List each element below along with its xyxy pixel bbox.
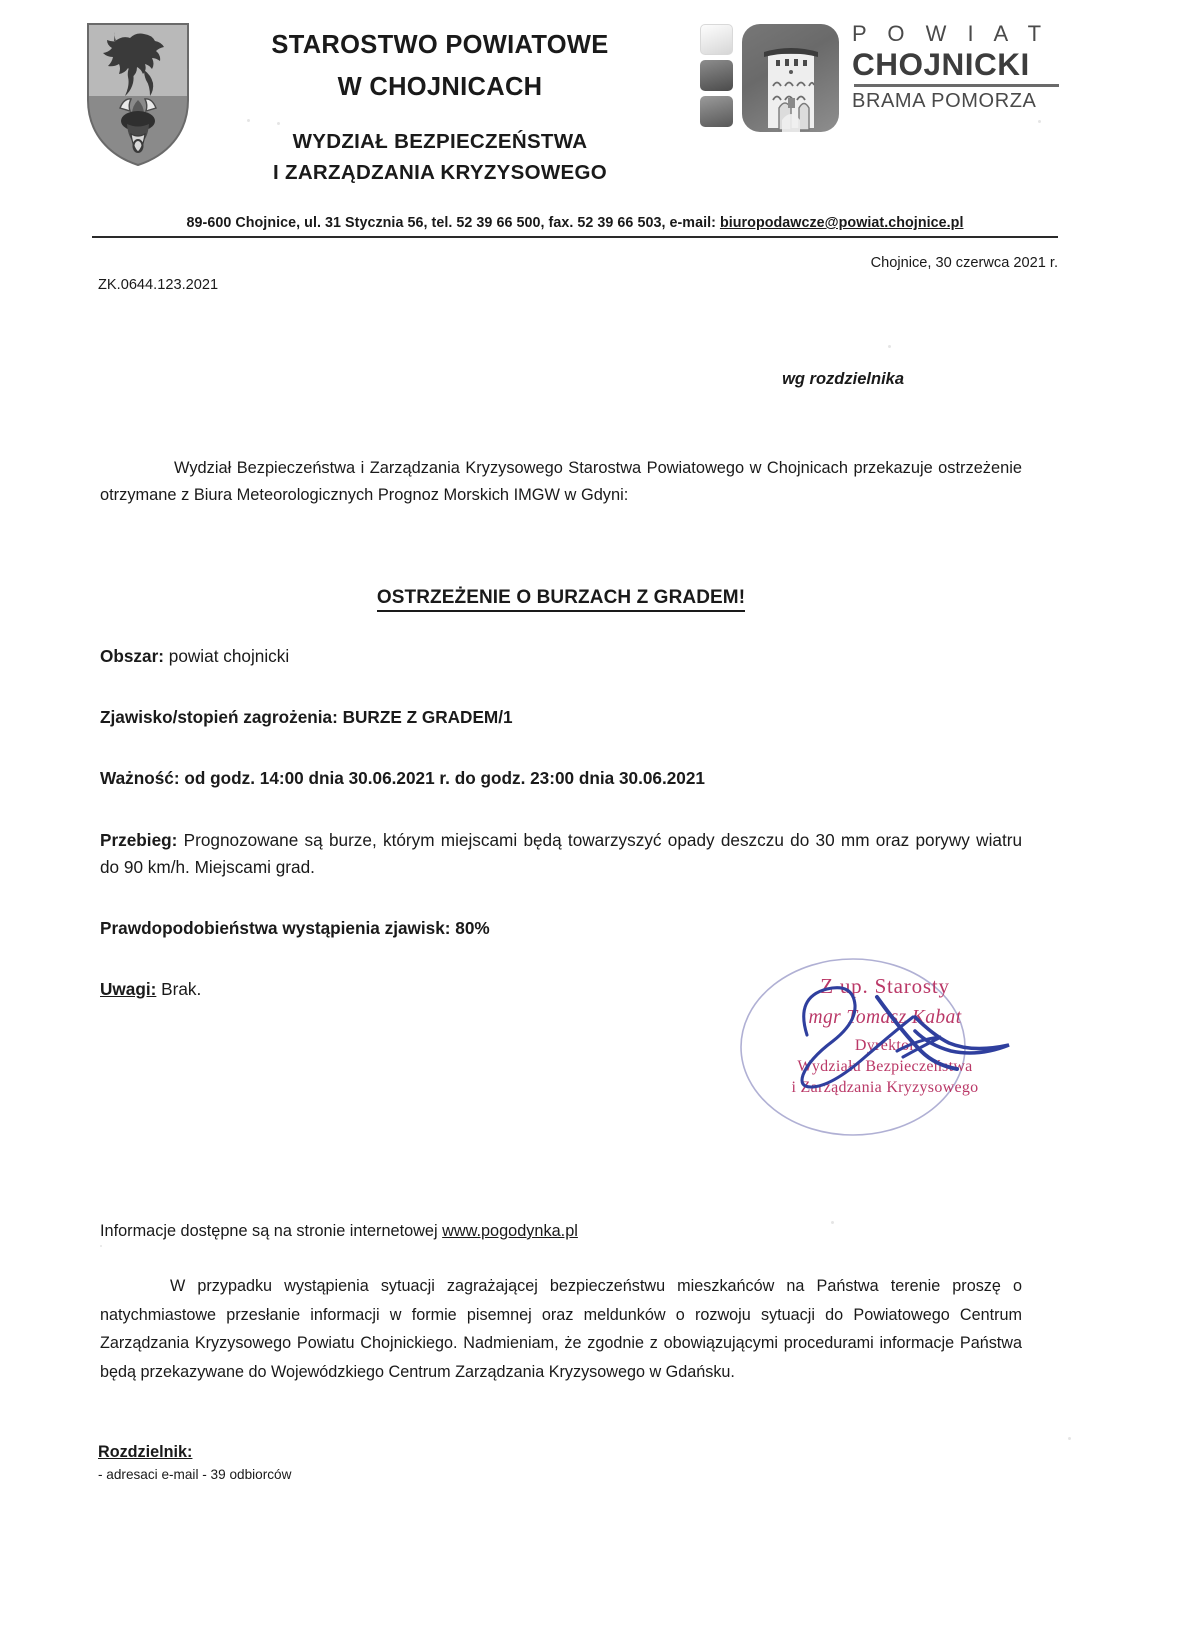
address-text: 89-600 Chojnice, ul. 31 Stycznia 56, tel. 52 39 66 500, fax. 52 39 66 503, e-mail:: [186, 215, 720, 231]
place-and-date: Chojnice, 30 czerwca 2021 r.: [870, 255, 1058, 271]
field-przebieg-value: Prognozowane są burze, którym miejscami będą towarzyszyć opady deszczu do 30 mm oraz porywy wiatru do 90 km/h. Miejscami grad.: [100, 830, 1023, 877]
powiat-chojnicki-logo: [700, 20, 1070, 140]
field-zjawisko-label: Zjawisko/stopień zagrożenia:: [100, 707, 338, 727]
organization-line-1: STAROSTWO POWIATOWE: [271, 31, 609, 59]
logo-word-chojnicki: CHOJNICKI: [852, 46, 1030, 82]
organization-line-2: W CHOJNICACH: [337, 73, 543, 101]
info-line: [100, 1222, 578, 1241]
town-gate-tower-icon: [742, 24, 839, 132]
scan-speck: [247, 119, 250, 122]
stamp-line-3: Dyrektor: [854, 1037, 916, 1054]
address-band: [92, 215, 1058, 238]
pogodynka-link[interactable]: www.pogodynka.pl: [442, 1222, 578, 1240]
document-header: [0, 0, 1180, 205]
address-email[interactable]: biuropodawcze@powiat.chojnice.pl: [719, 215, 964, 231]
logo-divider: [854, 84, 1059, 87]
addressee: wg rozdzielnika: [782, 370, 904, 388]
field-przebieg: [100, 827, 1022, 881]
field-zjawisko-value: BURZE Z GRADEM/1: [342, 707, 513, 727]
logo-word-powiat: P O W I A T: [852, 21, 1049, 46]
intro-paragraph: Wydział Bezpieczeństwa i Zarządzania Kryzysowego Starostwa Powiatowego w Chojnicach przekazuje ostrzeżenie otrzymane z Biura Meteorologicznych Prognoz Morskich IMGW w Gdyni:: [100, 459, 1022, 504]
field-waznosc-value: od godz. 14:00 dnia 30.06.2021 r. do godz. 23:00 dnia 30.06.2021: [184, 768, 705, 788]
field-waznosc-label: Ważność:: [100, 768, 180, 788]
field-obszar-label: Obszar:: [100, 646, 164, 666]
stamp-line-1: Z up. Starosty: [820, 974, 950, 998]
field-prawdopodobienstwo-value: 80%: [455, 918, 490, 938]
field-waznosc: [100, 765, 1022, 792]
handwritten-signature-icon: [747, 955, 1047, 1120]
closing-paragraph: W przypadku wystąpienia sytuacji zagrażającej bezpieczeństwu mieszkańców na Państwa terenie proszę o natychmiastowe przesłanie informacji w formie pisemnej oraz meldunków o rozwoju sytuacji do Powiatowego Centrum Zarządzania Kryzysowego Powiatu Chojnickiego. Nadmieniam, że zgodnie z obowiązującymi procedurami informacje Państwa będą przekazywane do Wojewódzkiego Centrum Zarządzania Kryzysowego w Gdańsku.: [100, 1277, 1022, 1381]
field-prawdopodobienstwo-label: Prawdopodobieństwa wystąpienia zjawisk:: [100, 918, 451, 938]
closing-paragraph-block: [100, 1272, 1022, 1386]
field-przebieg-label: Przebieg:: [100, 830, 178, 850]
logo-wordmark: [852, 20, 1072, 113]
field-uwagi-label: Uwagi:: [100, 979, 157, 999]
scan-speck: [888, 345, 891, 348]
logo-square-light: [700, 24, 733, 55]
field-prawdopodobienstwo: [100, 915, 1022, 942]
scan-speck: [1068, 1437, 1071, 1440]
document-body: [100, 455, 1022, 1003]
field-obszar: [100, 643, 1022, 670]
logo-square-stack: [700, 24, 733, 132]
scan-speck: [100, 1245, 102, 1247]
department-line-2: I ZARZĄDZANIA KRYZYSOWEGO: [273, 161, 607, 184]
field-zjawisko: [100, 704, 1022, 731]
stamp-line-4: Wydziału Bezpieczeństwa: [797, 1058, 973, 1075]
distribution-item: - adresaci e-mail - 39 odbiorców: [98, 1467, 292, 1482]
department-line-1: WYDZIAŁ BEZPIECZEŃSTWA: [292, 130, 588, 153]
field-uwagi-value: Brak.: [161, 979, 202, 999]
reference-number: ZK.0644.123.2021: [98, 277, 219, 293]
logo-square-dark: [700, 60, 733, 91]
organization-title-block: [205, 24, 675, 188]
distribution-block: [98, 1440, 291, 1486]
stamp-line-5: i Zarządzania Kryzysowego: [791, 1079, 979, 1096]
coat-of-arms-icon: [86, 22, 190, 167]
scan-speck: [1038, 120, 1041, 123]
distribution-title: Rozdzielnik:: [98, 1443, 193, 1461]
scan-speck: [277, 122, 280, 125]
header-rule: [92, 236, 1058, 238]
warning-title-text: OSTRZEŻENIE O BURZACH Z GRADEM!: [377, 587, 745, 612]
info-line-text: Informacje dostępne są na stronie internetowej: [100, 1222, 443, 1240]
stamp-line-2: mgr Tomasz Kabat: [808, 1007, 962, 1028]
warning-title: [100, 587, 1022, 609]
field-obszar-value: powiat chojnicki: [168, 646, 290, 666]
signature-stamp: [735, 955, 1045, 1140]
address-line: [92, 215, 1058, 236]
logo-tagline: BRAMA POMORZA: [852, 90, 1037, 112]
scan-speck: [831, 1221, 834, 1224]
logo-square-mid: [700, 96, 733, 127]
